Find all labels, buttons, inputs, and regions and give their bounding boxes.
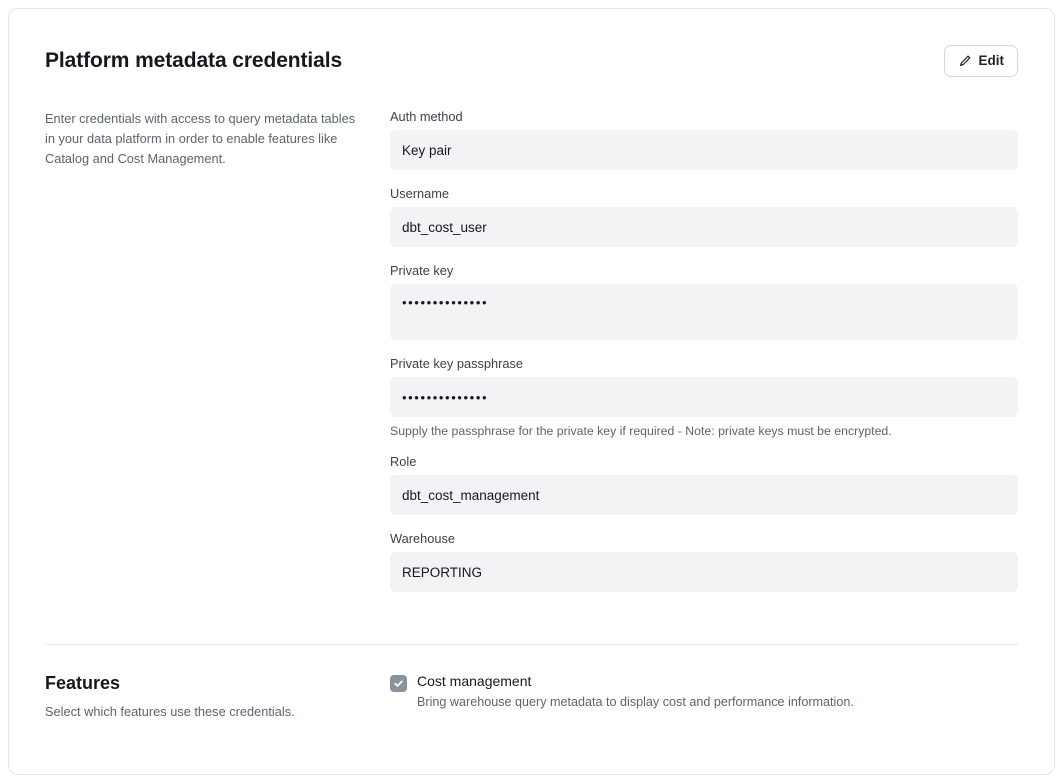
- features-subtitle: Select which features use these credentials.: [45, 704, 295, 719]
- credentials-description-col: [45, 109, 390, 608]
- field-value-private-key[interactable]: ••••••••••••••: [390, 284, 1018, 340]
- feature-label: Cost management: [417, 673, 532, 689]
- credentials-description: Enter credentials with access to query metadata tables in your data platform in order to enable features like Catalog and Cost Management.: [45, 111, 356, 166]
- field-value-username[interactable]: dbt_cost_user: [390, 207, 1018, 247]
- field-label: Private key: [390, 263, 454, 278]
- field-label: Role: [390, 454, 417, 469]
- field-username: [390, 186, 1018, 247]
- field-warehouse: [390, 531, 1018, 592]
- features-title: Features: [45, 673, 121, 693]
- field-label: Warehouse: [390, 531, 455, 546]
- field-auth-method: [390, 109, 1018, 170]
- checkbox-cost-management[interactable]: [390, 675, 407, 692]
- field-role: [390, 454, 1018, 515]
- field-private-key-passphrase: [390, 356, 1018, 438]
- edit-button-label: Edit: [978, 53, 1004, 69]
- page-title: Platform metadata credentials: [45, 49, 343, 72]
- features-description-col: [45, 673, 390, 721]
- features-list: [390, 673, 1018, 721]
- edit-button[interactable]: [944, 45, 1019, 77]
- feature-item-cost-management[interactable]: [390, 673, 1018, 709]
- field-label: Username: [390, 186, 450, 201]
- check-icon: [393, 678, 404, 689]
- field-label: Private key passphrase: [390, 356, 524, 371]
- feature-text-block: [417, 673, 854, 709]
- field-label: Auth method: [390, 109, 463, 124]
- field-value-warehouse[interactable]: REPORTING: [390, 552, 1018, 592]
- field-help-private-key-passphrase: Supply the passphrase for the private key if required - Note: private keys must be encrypted.: [390, 424, 892, 438]
- field-private-key: [390, 263, 1018, 340]
- settings-card: [8, 8, 1055, 775]
- field-value-private-key-passphrase[interactable]: ••••••••••••••: [390, 377, 1018, 417]
- credentials-section: [9, 77, 1054, 608]
- field-value-auth-method[interactable]: Key pair: [390, 130, 1018, 170]
- card-header: [9, 9, 1054, 77]
- features-section: [9, 645, 1054, 721]
- credentials-fields: [390, 109, 1018, 608]
- pencil-icon: [958, 54, 972, 68]
- feature-description: Bring warehouse query metadata to display cost and performance information.: [417, 695, 854, 709]
- field-value-role[interactable]: dbt_cost_management: [390, 475, 1018, 515]
